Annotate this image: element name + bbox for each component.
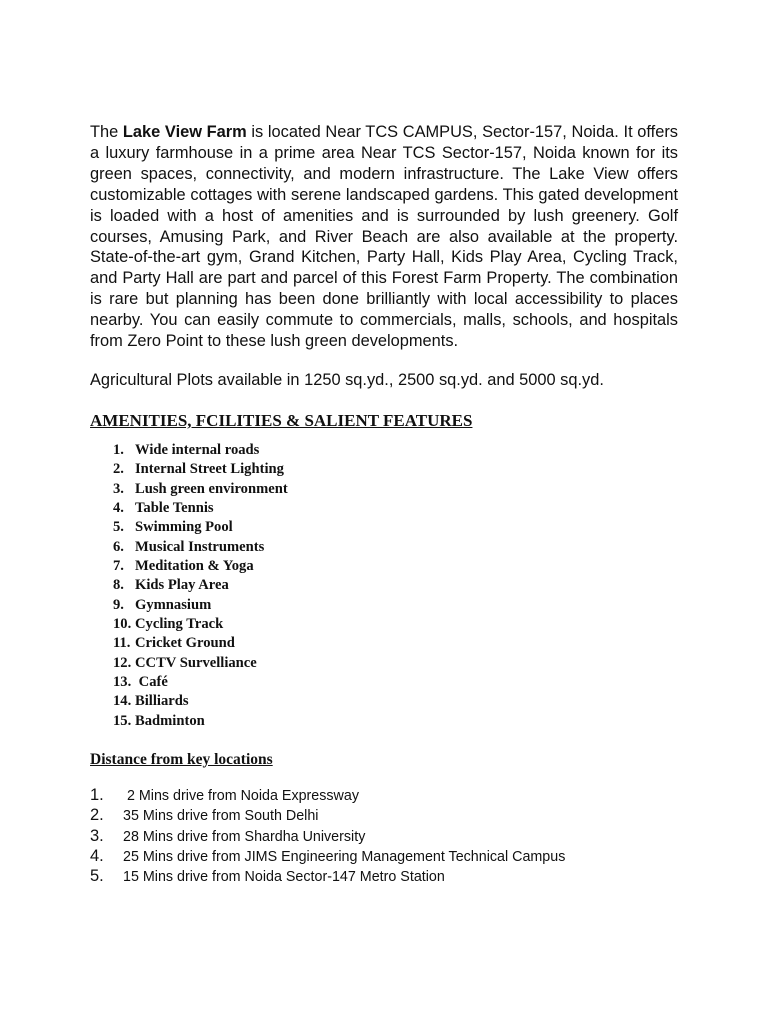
list-item <box>90 654 678 673</box>
list-item <box>90 557 678 576</box>
list-item-text: CCTV Survelliance <box>135 654 257 671</box>
list-item <box>90 499 678 518</box>
list-item-text: 28 Mins drive from Shardha University <box>123 828 366 845</box>
list-item <box>90 712 678 731</box>
list-item <box>90 518 678 537</box>
list-item-number: 5. <box>113 519 124 536</box>
list-item-text: Café <box>135 674 168 691</box>
list-item-text: 35 Mins drive from South Delhi <box>123 808 319 825</box>
intro-paragraph <box>90 122 678 352</box>
list-item-text: Lush green environment <box>135 480 288 497</box>
list-item-number: 5. <box>90 867 104 886</box>
list-item-number: 3. <box>113 480 124 497</box>
distance-list <box>90 785 678 886</box>
list-item <box>90 615 678 634</box>
distance-heading: Distance from key locations <box>90 751 273 769</box>
list-item-number: 3. <box>90 826 104 845</box>
plots-availability: Agricultural Plots available in 1250 sq.yd., 2500 sq.yd. and 5000 sq.yd. <box>90 370 604 389</box>
list-item-number: 6. <box>113 538 124 555</box>
list-item <box>90 596 678 615</box>
list-item-number: 8. <box>113 577 124 594</box>
list-item-text: Kids Play Area <box>135 577 229 594</box>
list-item-text: Cricket Ground <box>135 635 235 652</box>
list-item-text: Cycling Track <box>135 616 224 633</box>
list-item <box>90 673 678 692</box>
list-item-text: Internal Street Lighting <box>135 461 284 478</box>
list-item <box>90 576 678 595</box>
list-item-number: 14. <box>113 693 132 710</box>
list-item-number: 4. <box>90 847 104 866</box>
list-item-number: 11. <box>113 635 131 652</box>
list-item <box>90 805 678 825</box>
list-item <box>90 441 678 460</box>
list-item-number: 1. <box>90 786 104 805</box>
list-item-number: 13. <box>113 674 132 691</box>
list-item-number: 2. <box>90 806 104 825</box>
amenities-list <box>90 441 678 731</box>
list-item-number: 4. <box>113 500 124 516</box>
list-item <box>90 460 678 479</box>
list-item <box>90 785 678 805</box>
list-item <box>90 634 678 653</box>
list-item-text: Meditation & Yoga <box>135 558 254 575</box>
list-item-text: Musical Instruments <box>135 538 265 555</box>
list-item-text: 15 Mins drive from Noida Sector-147 Metro Station <box>123 869 445 886</box>
project-name: Lake View Farm <box>122 123 247 141</box>
list-item-text: Badminton <box>135 712 205 729</box>
list-item-text: Billiards <box>135 693 189 710</box>
amenities-heading: AMENITIES, FCILITIES & SALIENT FEATURES <box>90 410 473 430</box>
document-page <box>90 122 678 887</box>
list-item <box>90 846 678 866</box>
list-item <box>90 692 678 711</box>
list-item <box>90 866 678 886</box>
list-item-number: 10. <box>113 616 132 633</box>
list-item-text: Table Tennis <box>135 500 214 516</box>
list-item-number: 2. <box>113 461 124 478</box>
list-item-text: 2 Mins drive from Noida Expressway <box>123 788 359 805</box>
list-item <box>90 826 678 846</box>
list-item-number: 1. <box>113 441 124 458</box>
list-item-text: 25 Mins drive from JIMS Engineering Management Technical Campus <box>123 849 566 866</box>
list-item-number: 9. <box>113 596 124 613</box>
list-item-number: 12. <box>113 654 132 671</box>
list-item-text: Swimming Pool <box>135 519 233 536</box>
list-item <box>90 538 678 557</box>
list-item-text: Gymnasium <box>135 596 212 613</box>
intro-body: is located Near TCS CAMPUS, Sector-157, Noida. It offers a luxury farmhouse in a prime area Near TCS Sector-157, Noida known for its green spaces, connectivity, and modern infrastructure. The Lake View offers customizable cottages with serene landscaped gardens. This gated development is loaded with a host of amenities and is surrounded by lush greenery. Golf courses, Amusing Park, and River Beach are also available at the property. State-of-the-art gym, Grand Kitchen, Party Hall, Kids Play Area, Cycling Track, and Party Hall are part and parcel of this Forest Farm Property. The combination is rare but planning has been done brilliantly with local accessibility to places nearby. You can easily commute to commercials, malls, schools, and hospitals from Zero Point to these lush green developments. <box>90 123 678 351</box>
list-item-number: 7. <box>113 558 124 575</box>
list-item-text: Wide internal roads <box>135 441 260 458</box>
list-item-number: 15. <box>113 712 132 729</box>
intro-lead: The <box>90 123 123 141</box>
list-item <box>90 480 678 499</box>
